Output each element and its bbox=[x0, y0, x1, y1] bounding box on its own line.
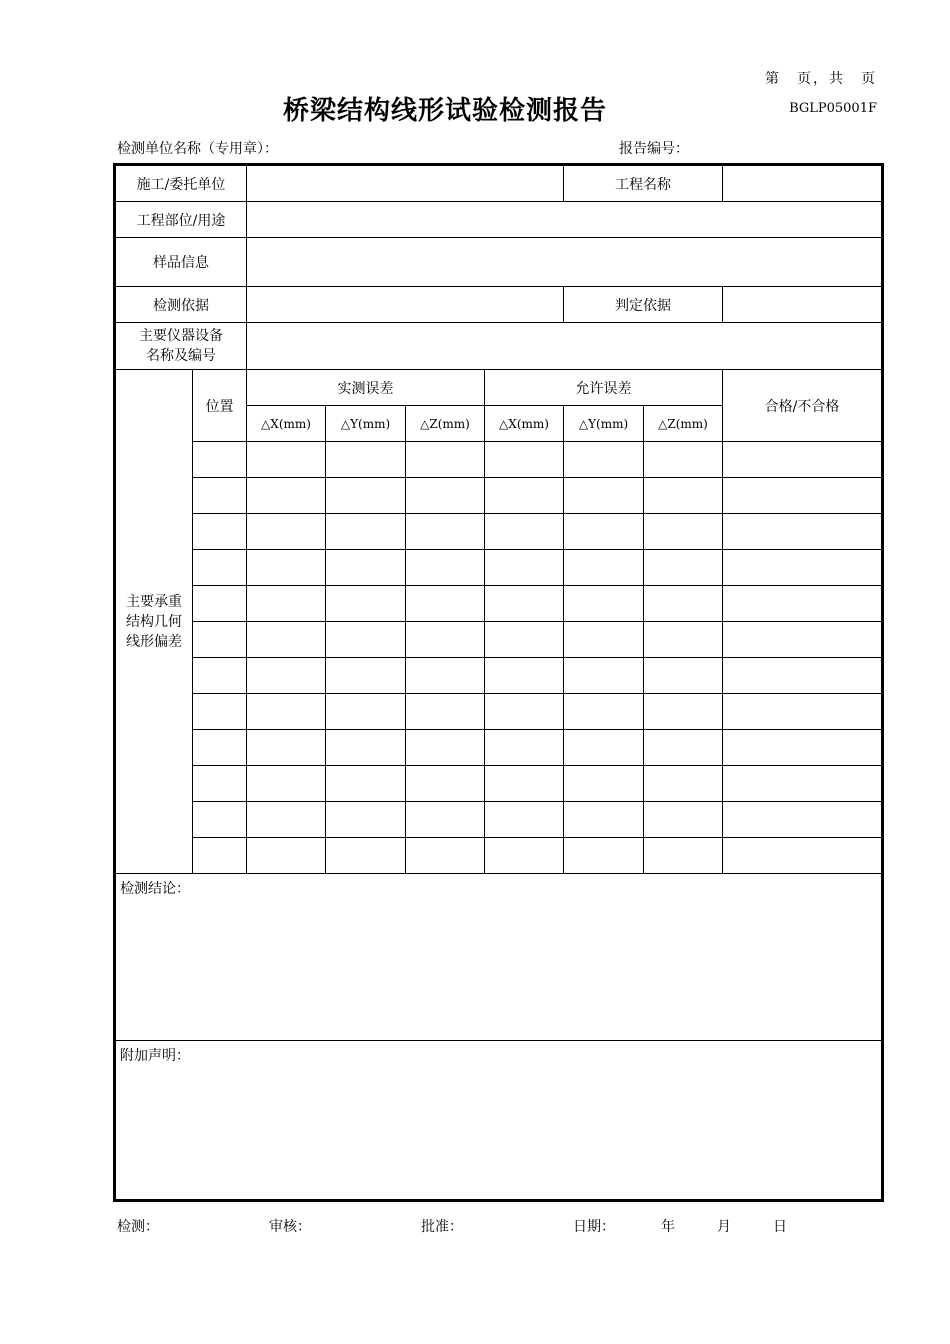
allowed-dz-cell[interactable] bbox=[644, 550, 723, 586]
measured-dz-cell[interactable] bbox=[406, 838, 485, 874]
measured-dx-cell[interactable] bbox=[247, 694, 326, 730]
position-cell[interactable] bbox=[193, 586, 247, 622]
month-label: 月 bbox=[717, 1219, 731, 1235]
part-field[interactable] bbox=[247, 202, 883, 238]
table-row bbox=[115, 622, 883, 658]
measured-dz-cell[interactable] bbox=[406, 442, 485, 478]
year-label: 年 bbox=[661, 1219, 675, 1235]
measured-dz-cell[interactable] bbox=[406, 550, 485, 586]
allowed-dx-cell[interactable] bbox=[485, 586, 564, 622]
allowed-dy-cell[interactable] bbox=[564, 622, 644, 658]
measured-dx-cell[interactable] bbox=[247, 730, 326, 766]
position-cell[interactable] bbox=[193, 694, 247, 730]
allowed-dy-cell[interactable] bbox=[564, 658, 644, 694]
table-row bbox=[115, 766, 883, 802]
measured-dy-cell[interactable] bbox=[326, 478, 406, 514]
measured-dy-header: △Y(mm) bbox=[326, 406, 406, 442]
result-cell[interactable] bbox=[723, 586, 883, 622]
position-cell[interactable] bbox=[193, 730, 247, 766]
allowed-dy-cell[interactable] bbox=[564, 514, 644, 550]
allowed-dx-cell[interactable] bbox=[485, 478, 564, 514]
measured-dz-cell[interactable] bbox=[406, 514, 485, 550]
result-cell[interactable] bbox=[723, 694, 883, 730]
remarks-label: 附加声明： bbox=[120, 1048, 190, 1064]
table-row bbox=[115, 694, 883, 730]
equipment-label-line2: 名称及编号 bbox=[146, 348, 216, 364]
allowed-dz-header: △Z(mm) bbox=[644, 406, 723, 442]
measured-dx-header: △X(mm) bbox=[247, 406, 326, 442]
measured-dx-cell[interactable] bbox=[247, 514, 326, 550]
measured-dy-cell[interactable] bbox=[326, 550, 406, 586]
table-row bbox=[115, 802, 883, 838]
allowed-dx-cell[interactable] bbox=[485, 550, 564, 586]
allowed-dz-cell[interactable] bbox=[644, 478, 723, 514]
client-row bbox=[115, 165, 883, 202]
remarks-box[interactable] bbox=[115, 1041, 883, 1201]
measured-dy-cell[interactable] bbox=[326, 838, 406, 874]
measured-dy-cell[interactable] bbox=[326, 658, 406, 694]
table-row bbox=[115, 730, 883, 766]
report-title: 桥梁结构线形试验检测报告 bbox=[282, 96, 607, 126]
project-name-label: 工程名称 bbox=[564, 165, 723, 202]
position-cell[interactable] bbox=[193, 478, 247, 514]
allowed-dx-cell[interactable] bbox=[485, 766, 564, 802]
equipment-field[interactable] bbox=[247, 323, 883, 370]
result-cell[interactable] bbox=[723, 766, 883, 802]
measured-dx-cell[interactable] bbox=[247, 622, 326, 658]
testing-unit-label: 检测单位名称（专用章）： bbox=[117, 141, 278, 157]
allowed-dy-cell[interactable] bbox=[564, 478, 644, 514]
measured-dx-cell[interactable] bbox=[247, 478, 326, 514]
measured-dy-cell[interactable] bbox=[326, 586, 406, 622]
basis-field[interactable] bbox=[247, 287, 564, 323]
sample-row bbox=[115, 238, 883, 287]
result-cell[interactable] bbox=[723, 478, 883, 514]
sample-field[interactable] bbox=[247, 238, 883, 287]
position-cell[interactable] bbox=[193, 442, 247, 478]
equipment-label-line1: 主要仪器设备 bbox=[139, 328, 223, 344]
measured-dy-cell[interactable] bbox=[326, 802, 406, 838]
judge-field[interactable] bbox=[723, 287, 883, 323]
position-cell[interactable] bbox=[193, 550, 247, 586]
measured-dz-cell[interactable] bbox=[406, 478, 485, 514]
allowed-dx-cell[interactable] bbox=[485, 838, 564, 874]
section-label-line2: 结构几何 bbox=[126, 613, 182, 630]
allowed-dy-header: △Y(mm) bbox=[564, 406, 644, 442]
allowed-dx-header: △X(mm) bbox=[485, 406, 564, 442]
measured-dx-cell[interactable] bbox=[247, 550, 326, 586]
allowed-dx-cell[interactable] bbox=[485, 730, 564, 766]
section-label-line3: 线形偏差 bbox=[126, 633, 182, 650]
allowed-dz-cell[interactable] bbox=[644, 766, 723, 802]
equipment-row bbox=[115, 323, 883, 370]
allowed-dy-cell[interactable] bbox=[564, 766, 644, 802]
date-label: 日期： bbox=[573, 1219, 615, 1235]
allowed-dx-cell[interactable] bbox=[485, 802, 564, 838]
allowed-dz-cell[interactable] bbox=[644, 838, 723, 874]
basis-row bbox=[115, 287, 883, 323]
measured-dx-cell[interactable] bbox=[247, 586, 326, 622]
allowed-dx-cell[interactable] bbox=[485, 694, 564, 730]
conclusion-row bbox=[115, 874, 883, 1041]
page-indicator: 第 页，共 页 bbox=[765, 71, 877, 87]
measure-header-row bbox=[115, 370, 883, 406]
allowed-dz-cell[interactable] bbox=[644, 694, 723, 730]
table-row bbox=[115, 838, 883, 874]
result-cell[interactable] bbox=[723, 658, 883, 694]
allowed-error-header: 允许误差 bbox=[485, 370, 723, 406]
report-form bbox=[113, 163, 884, 1202]
result-cell[interactable] bbox=[723, 730, 883, 766]
result-cell[interactable] bbox=[723, 442, 883, 478]
position-cell[interactable] bbox=[193, 514, 247, 550]
allowed-dy-cell[interactable] bbox=[564, 550, 644, 586]
table-row bbox=[115, 442, 883, 478]
tester-label: 检测： bbox=[117, 1219, 159, 1235]
allowed-dx-cell[interactable] bbox=[485, 514, 564, 550]
result-header: 合格/不合格 bbox=[723, 370, 883, 442]
allowed-dx-cell[interactable] bbox=[485, 622, 564, 658]
measured-dz-cell[interactable] bbox=[406, 658, 485, 694]
result-cell[interactable] bbox=[723, 514, 883, 550]
position-cell[interactable] bbox=[193, 838, 247, 874]
part-row bbox=[115, 202, 883, 238]
part-label: 工程部位/用途 bbox=[115, 202, 247, 238]
allowed-dy-cell[interactable] bbox=[564, 838, 644, 874]
report-number-label: 报告编号： bbox=[619, 141, 689, 157]
allowed-dy-cell[interactable] bbox=[564, 586, 644, 622]
allowed-dy-cell[interactable] bbox=[564, 442, 644, 478]
remarks-row bbox=[115, 1041, 883, 1201]
project-name-field[interactable] bbox=[723, 165, 883, 202]
measured-error-header: 实测误差 bbox=[247, 370, 485, 406]
judge-label: 判定依据 bbox=[564, 287, 723, 323]
result-cell[interactable] bbox=[723, 550, 883, 586]
section-label-line1: 主要承重 bbox=[126, 593, 182, 610]
measured-dz-cell[interactable] bbox=[406, 802, 485, 838]
position-cell[interactable] bbox=[193, 802, 247, 838]
measured-dx-cell[interactable] bbox=[247, 766, 326, 802]
allowed-dy-cell[interactable] bbox=[564, 802, 644, 838]
measured-dz-cell[interactable] bbox=[406, 766, 485, 802]
allowed-dz-cell[interactable] bbox=[644, 802, 723, 838]
allowed-dz-cell[interactable] bbox=[644, 730, 723, 766]
measured-dy-cell[interactable] bbox=[326, 694, 406, 730]
conclusion-label: 检测结论： bbox=[120, 881, 190, 897]
allowed-dz-cell[interactable] bbox=[644, 658, 723, 694]
measured-dx-cell[interactable] bbox=[247, 442, 326, 478]
section-label bbox=[115, 370, 193, 874]
measured-dy-cell[interactable] bbox=[326, 622, 406, 658]
document-code: BGLP05001F bbox=[789, 101, 877, 116]
position-cell[interactable] bbox=[193, 658, 247, 694]
position-cell[interactable] bbox=[193, 622, 247, 658]
table-row bbox=[115, 514, 883, 550]
table-row bbox=[115, 586, 883, 622]
table-row bbox=[115, 550, 883, 586]
result-cell[interactable] bbox=[723, 802, 883, 838]
sample-label: 样品信息 bbox=[115, 238, 247, 287]
measured-dz-cell[interactable] bbox=[406, 622, 485, 658]
table-row bbox=[115, 658, 883, 694]
approver-label: 批准： bbox=[421, 1219, 463, 1235]
table-row bbox=[115, 478, 883, 514]
measured-dz-header: △Z(mm) bbox=[406, 406, 485, 442]
measured-dz-cell[interactable] bbox=[406, 730, 485, 766]
conclusion-box[interactable] bbox=[115, 874, 883, 1041]
allowed-dx-cell[interactable] bbox=[485, 442, 564, 478]
result-cell[interactable] bbox=[723, 622, 883, 658]
measured-dy-cell[interactable] bbox=[326, 766, 406, 802]
measured-dx-cell[interactable] bbox=[247, 802, 326, 838]
position-cell[interactable] bbox=[193, 766, 247, 802]
day-label: 日 bbox=[773, 1219, 787, 1235]
client-field[interactable] bbox=[247, 165, 564, 202]
allowed-dz-cell[interactable] bbox=[644, 514, 723, 550]
position-header: 位置 bbox=[193, 370, 247, 442]
allowed-dy-cell[interactable] bbox=[564, 694, 644, 730]
equipment-label bbox=[115, 323, 247, 370]
allowed-dz-cell[interactable] bbox=[644, 442, 723, 478]
measured-dy-cell[interactable] bbox=[326, 730, 406, 766]
allowed-dy-cell[interactable] bbox=[564, 730, 644, 766]
basis-label: 检测依据 bbox=[115, 287, 247, 323]
allowed-dx-cell[interactable] bbox=[485, 658, 564, 694]
measured-dx-cell[interactable] bbox=[247, 838, 326, 874]
allowed-dz-cell[interactable] bbox=[644, 586, 723, 622]
allowed-dz-cell[interactable] bbox=[644, 622, 723, 658]
measured-dy-cell[interactable] bbox=[326, 442, 406, 478]
result-cell[interactable] bbox=[723, 838, 883, 874]
measured-dz-cell[interactable] bbox=[406, 694, 485, 730]
measured-dx-cell[interactable] bbox=[247, 658, 326, 694]
client-label: 施工/委托单位 bbox=[115, 165, 247, 202]
measured-dy-cell[interactable] bbox=[326, 514, 406, 550]
measured-dz-cell[interactable] bbox=[406, 586, 485, 622]
reviewer-label: 审核： bbox=[269, 1219, 311, 1235]
